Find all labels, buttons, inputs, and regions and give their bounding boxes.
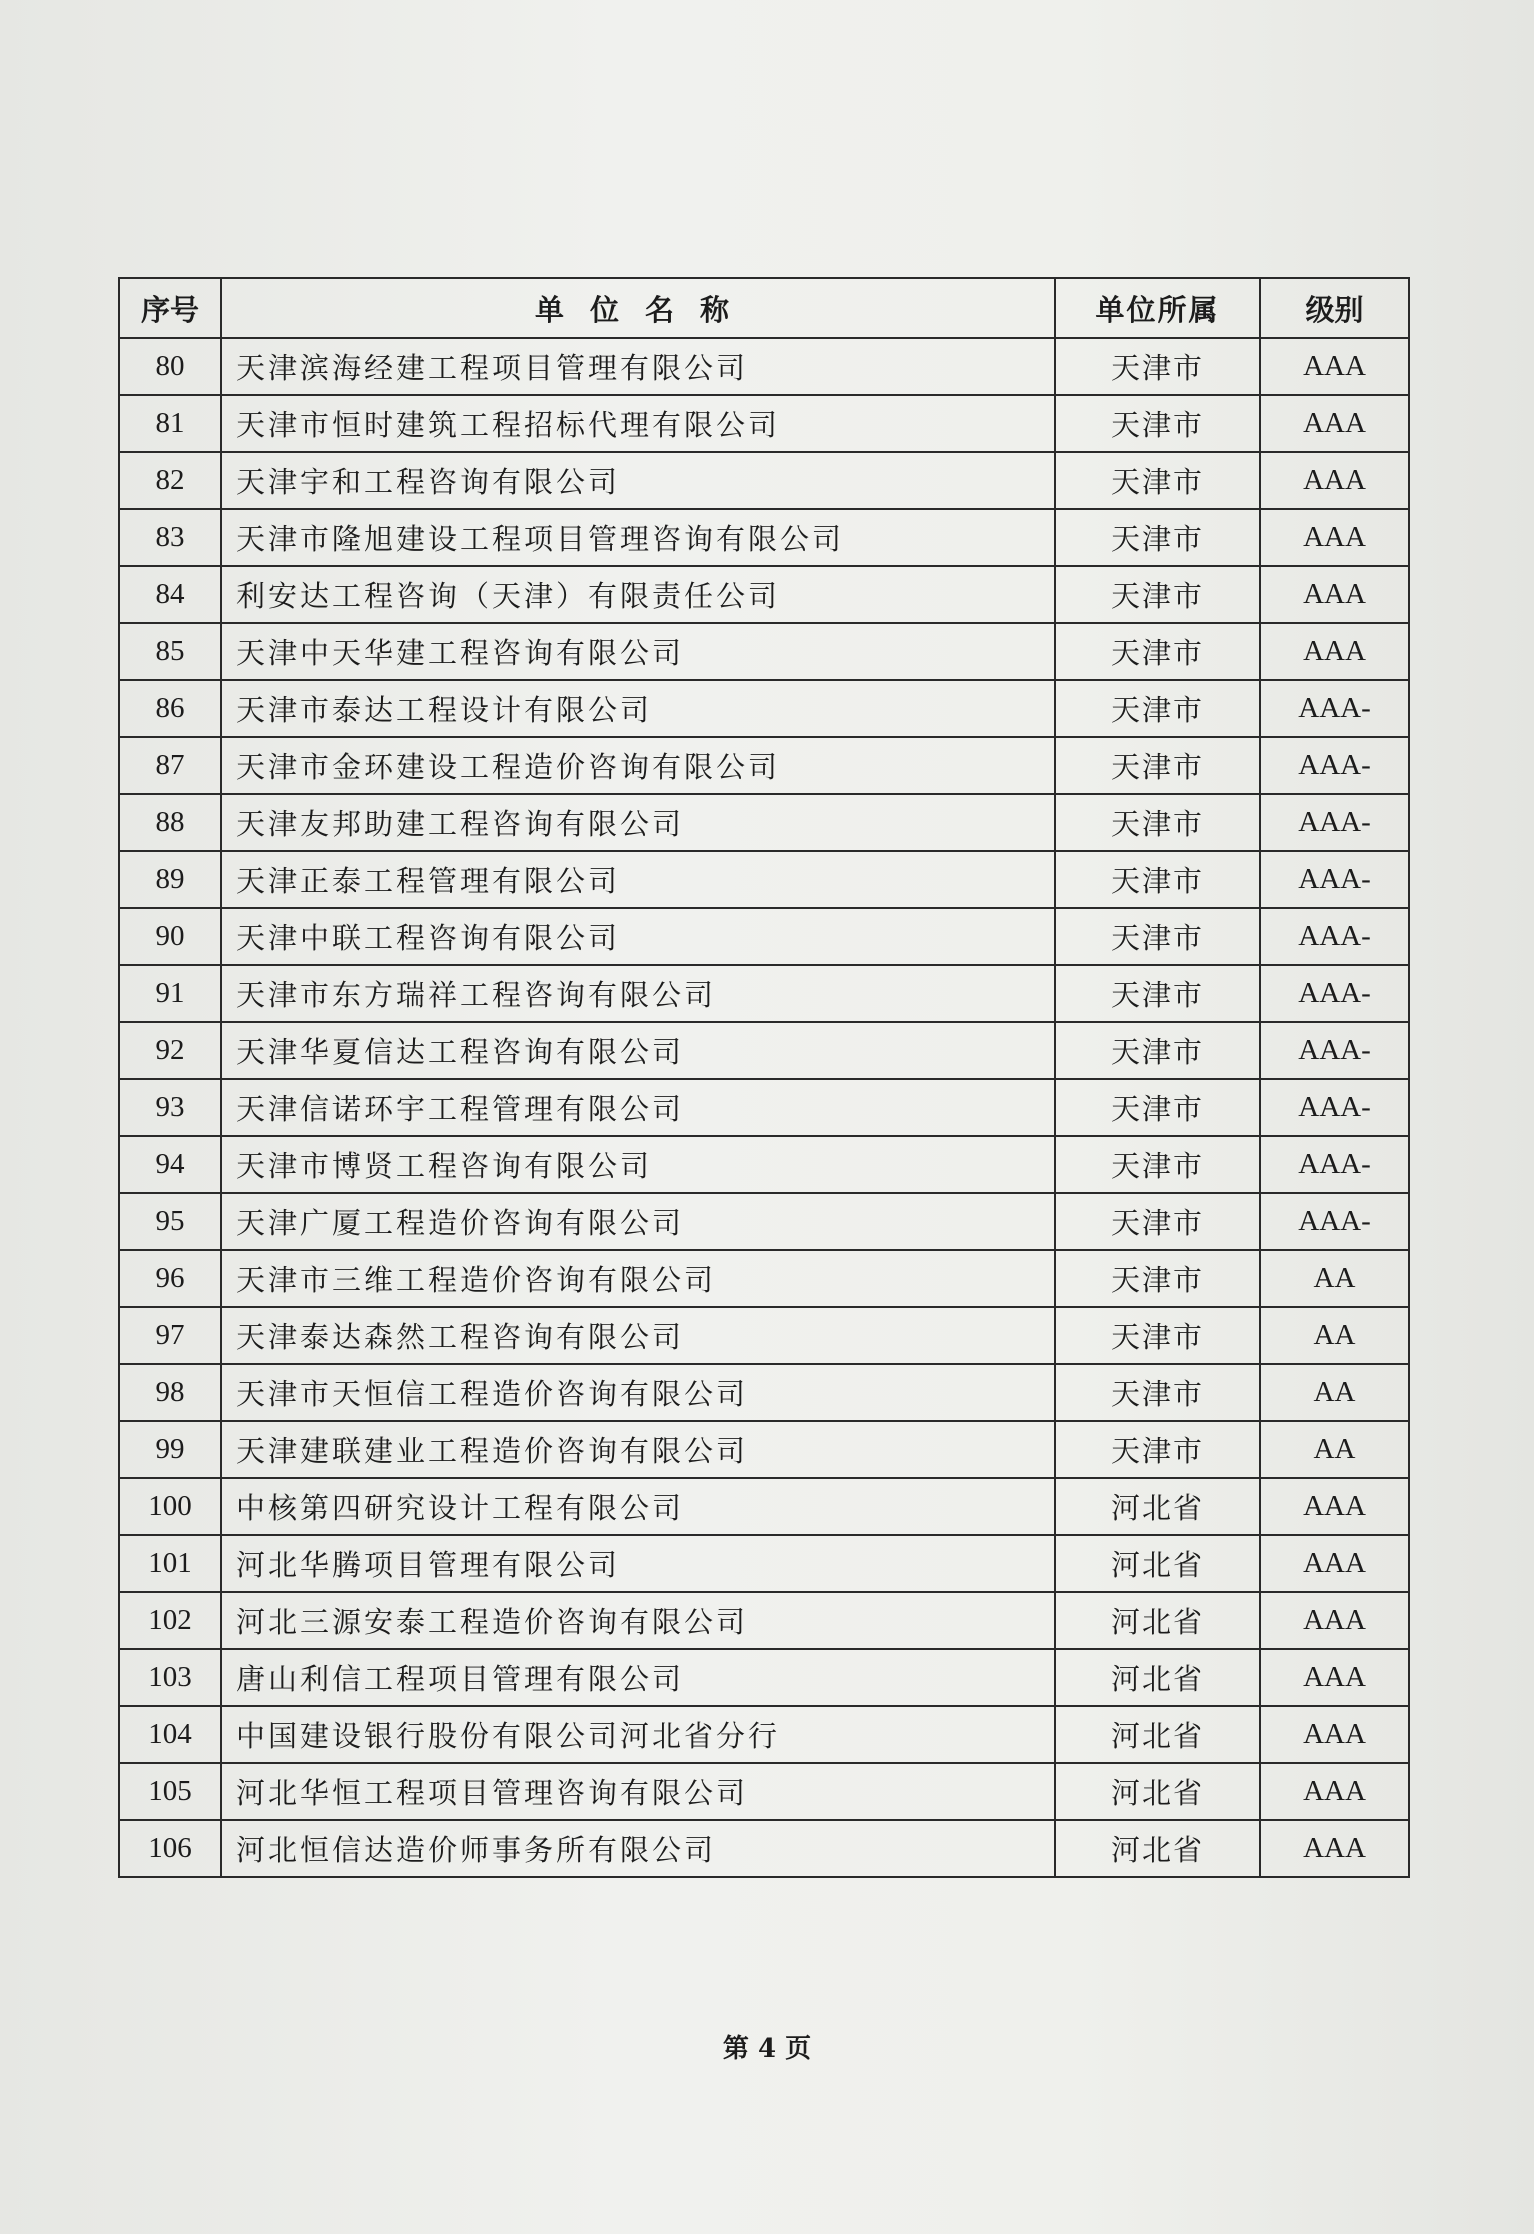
table-row bbox=[119, 1478, 1409, 1535]
table-body bbox=[119, 338, 1409, 1877]
table-row bbox=[119, 1364, 1409, 1421]
row-unit-region: 天津市 bbox=[1055, 1364, 1260, 1421]
row-serial-no: 81 bbox=[119, 395, 221, 452]
row-serial-no: 80 bbox=[119, 338, 221, 395]
row-unit-region: 天津市 bbox=[1055, 509, 1260, 566]
row-serial-no: 105 bbox=[119, 1763, 221, 1820]
row-level: AAA- bbox=[1260, 1136, 1409, 1193]
row-unit-region: 天津市 bbox=[1055, 338, 1260, 395]
row-level: AAA- bbox=[1260, 737, 1409, 794]
table-row bbox=[119, 452, 1409, 509]
row-serial-no: 97 bbox=[119, 1307, 221, 1364]
table-row bbox=[119, 794, 1409, 851]
row-level: AAA bbox=[1260, 1478, 1409, 1535]
row-serial-no: 94 bbox=[119, 1136, 221, 1193]
row-unit-name: 天津建联建业工程造价咨询有限公司 bbox=[221, 1421, 1055, 1478]
row-unit-region: 天津市 bbox=[1055, 680, 1260, 737]
row-unit-name: 天津宇和工程咨询有限公司 bbox=[221, 452, 1055, 509]
row-level: AAA- bbox=[1260, 908, 1409, 965]
header-unit-region: 单位所属 bbox=[1055, 278, 1260, 338]
row-serial-no: 98 bbox=[119, 1364, 221, 1421]
row-unit-region: 天津市 bbox=[1055, 395, 1260, 452]
row-unit-name: 天津市金环建设工程造价咨询有限公司 bbox=[221, 737, 1055, 794]
row-unit-region: 河北省 bbox=[1055, 1820, 1260, 1877]
row-serial-no: 87 bbox=[119, 737, 221, 794]
row-unit-region: 河北省 bbox=[1055, 1649, 1260, 1706]
row-unit-region: 河北省 bbox=[1055, 1478, 1260, 1535]
table-row bbox=[119, 338, 1409, 395]
row-unit-region: 天津市 bbox=[1055, 1193, 1260, 1250]
row-unit-name: 天津滨海经建工程项目管理有限公司 bbox=[221, 338, 1055, 395]
row-unit-name: 天津市三维工程造价咨询有限公司 bbox=[221, 1250, 1055, 1307]
row-unit-region: 天津市 bbox=[1055, 1250, 1260, 1307]
row-level: AAA bbox=[1260, 1592, 1409, 1649]
row-unit-region: 天津市 bbox=[1055, 623, 1260, 680]
row-serial-no: 86 bbox=[119, 680, 221, 737]
row-unit-region: 天津市 bbox=[1055, 566, 1260, 623]
page-number: 第 4 页 bbox=[722, 2034, 812, 2064]
row-level: AAA bbox=[1260, 338, 1409, 395]
row-serial-no: 84 bbox=[119, 566, 221, 623]
table-row bbox=[119, 395, 1409, 452]
header-serial-no: 序号 bbox=[119, 278, 221, 338]
table-row bbox=[119, 737, 1409, 794]
row-unit-region: 天津市 bbox=[1055, 1022, 1260, 1079]
row-serial-no: 104 bbox=[119, 1706, 221, 1763]
row-unit-name: 天津中联工程咨询有限公司 bbox=[221, 908, 1055, 965]
row-level: AAA bbox=[1260, 1706, 1409, 1763]
table-header-row bbox=[119, 278, 1409, 338]
table-row bbox=[119, 965, 1409, 1022]
table-row bbox=[119, 1193, 1409, 1250]
table-row bbox=[119, 1307, 1409, 1364]
row-unit-name: 天津市恒时建筑工程招标代理有限公司 bbox=[221, 395, 1055, 452]
table-row bbox=[119, 1649, 1409, 1706]
row-serial-no: 101 bbox=[119, 1535, 221, 1592]
table-row bbox=[119, 623, 1409, 680]
table-row bbox=[119, 1535, 1409, 1592]
row-unit-name: 中国建设银行股份有限公司河北省分行 bbox=[221, 1706, 1055, 1763]
row-level: AAA- bbox=[1260, 1193, 1409, 1250]
row-unit-region: 天津市 bbox=[1055, 965, 1260, 1022]
row-unit-region: 河北省 bbox=[1055, 1535, 1260, 1592]
row-unit-name: 天津友邦助建工程咨询有限公司 bbox=[221, 794, 1055, 851]
table-row bbox=[119, 680, 1409, 737]
row-unit-name: 河北华腾项目管理有限公司 bbox=[221, 1535, 1055, 1592]
row-level: AAA- bbox=[1260, 965, 1409, 1022]
table-row bbox=[119, 509, 1409, 566]
row-level: AAA- bbox=[1260, 680, 1409, 737]
row-serial-no: 82 bbox=[119, 452, 221, 509]
table-row bbox=[119, 566, 1409, 623]
row-unit-region: 天津市 bbox=[1055, 908, 1260, 965]
row-serial-no: 91 bbox=[119, 965, 221, 1022]
row-unit-name: 天津中天华建工程咨询有限公司 bbox=[221, 623, 1055, 680]
row-unit-region: 河北省 bbox=[1055, 1706, 1260, 1763]
row-unit-name: 唐山利信工程项目管理有限公司 bbox=[221, 1649, 1055, 1706]
row-serial-no: 89 bbox=[119, 851, 221, 908]
header-unit-name: 单位名称 bbox=[221, 278, 1055, 338]
row-serial-no: 103 bbox=[119, 1649, 221, 1706]
table-row bbox=[119, 1820, 1409, 1877]
row-unit-name: 天津泰达森然工程咨询有限公司 bbox=[221, 1307, 1055, 1364]
table-row bbox=[119, 1136, 1409, 1193]
row-level: AAA bbox=[1260, 1649, 1409, 1706]
table-row bbox=[119, 1421, 1409, 1478]
row-level: AAA- bbox=[1260, 1022, 1409, 1079]
row-unit-region: 天津市 bbox=[1055, 794, 1260, 851]
credit-rating-table bbox=[118, 277, 1410, 1878]
row-unit-name: 河北三源安泰工程造价咨询有限公司 bbox=[221, 1592, 1055, 1649]
row-unit-region: 天津市 bbox=[1055, 851, 1260, 908]
row-level: AAA bbox=[1260, 395, 1409, 452]
row-serial-no: 93 bbox=[119, 1079, 221, 1136]
table-row bbox=[119, 1079, 1409, 1136]
row-serial-no: 83 bbox=[119, 509, 221, 566]
table-row bbox=[119, 1022, 1409, 1079]
row-level: AAA bbox=[1260, 566, 1409, 623]
row-unit-region: 天津市 bbox=[1055, 737, 1260, 794]
row-level: AAA bbox=[1260, 452, 1409, 509]
row-unit-name: 天津华夏信达工程咨询有限公司 bbox=[221, 1022, 1055, 1079]
row-unit-region: 天津市 bbox=[1055, 1136, 1260, 1193]
row-level: AA bbox=[1260, 1250, 1409, 1307]
row-level: AAA- bbox=[1260, 1079, 1409, 1136]
row-unit-region: 天津市 bbox=[1055, 1421, 1260, 1478]
table-row bbox=[119, 851, 1409, 908]
row-unit-name: 天津市隆旭建设工程项目管理咨询有限公司 bbox=[221, 509, 1055, 566]
row-serial-no: 99 bbox=[119, 1421, 221, 1478]
row-unit-name: 天津正泰工程管理有限公司 bbox=[221, 851, 1055, 908]
row-unit-region: 河北省 bbox=[1055, 1592, 1260, 1649]
row-serial-no: 96 bbox=[119, 1250, 221, 1307]
row-unit-name: 天津市天恒信工程造价咨询有限公司 bbox=[221, 1364, 1055, 1421]
row-unit-region: 河北省 bbox=[1055, 1763, 1260, 1820]
row-level: AAA bbox=[1260, 509, 1409, 566]
table-row bbox=[119, 908, 1409, 965]
row-unit-name: 河北华恒工程项目管理咨询有限公司 bbox=[221, 1763, 1055, 1820]
row-level: AAA bbox=[1260, 1763, 1409, 1820]
row-level: AAA- bbox=[1260, 851, 1409, 908]
row-serial-no: 92 bbox=[119, 1022, 221, 1079]
header-level: 级别 bbox=[1260, 278, 1409, 338]
row-serial-no: 88 bbox=[119, 794, 221, 851]
row-unit-region: 天津市 bbox=[1055, 1307, 1260, 1364]
row-unit-name: 利安达工程咨询（天津）有限责任公司 bbox=[221, 566, 1055, 623]
row-serial-no: 90 bbox=[119, 908, 221, 965]
row-level: AAA bbox=[1260, 623, 1409, 680]
table-row bbox=[119, 1250, 1409, 1307]
row-level: AAA bbox=[1260, 1535, 1409, 1592]
row-unit-name: 中核第四研究设计工程有限公司 bbox=[221, 1478, 1055, 1535]
row-unit-region: 天津市 bbox=[1055, 452, 1260, 509]
row-unit-name: 天津广厦工程造价咨询有限公司 bbox=[221, 1193, 1055, 1250]
row-serial-no: 100 bbox=[119, 1478, 221, 1535]
table-row bbox=[119, 1706, 1409, 1763]
row-level: AA bbox=[1260, 1421, 1409, 1478]
row-unit-name: 天津信诺环宇工程管理有限公司 bbox=[221, 1079, 1055, 1136]
row-serial-no: 102 bbox=[119, 1592, 221, 1649]
row-level: AA bbox=[1260, 1307, 1409, 1364]
table-row bbox=[119, 1592, 1409, 1649]
row-serial-no: 85 bbox=[119, 623, 221, 680]
row-unit-name: 天津市博贤工程咨询有限公司 bbox=[221, 1136, 1055, 1193]
row-level: AAA bbox=[1260, 1820, 1409, 1877]
row-unit-name: 河北恒信达造价师事务所有限公司 bbox=[221, 1820, 1055, 1877]
row-serial-no: 95 bbox=[119, 1193, 221, 1250]
row-level: AA bbox=[1260, 1364, 1409, 1421]
row-unit-region: 天津市 bbox=[1055, 1079, 1260, 1136]
table-row bbox=[119, 1763, 1409, 1820]
row-unit-name: 天津市东方瑞祥工程咨询有限公司 bbox=[221, 965, 1055, 1022]
row-serial-no: 106 bbox=[119, 1820, 221, 1877]
row-unit-name: 天津市泰达工程设计有限公司 bbox=[221, 680, 1055, 737]
row-level: AAA- bbox=[1260, 794, 1409, 851]
